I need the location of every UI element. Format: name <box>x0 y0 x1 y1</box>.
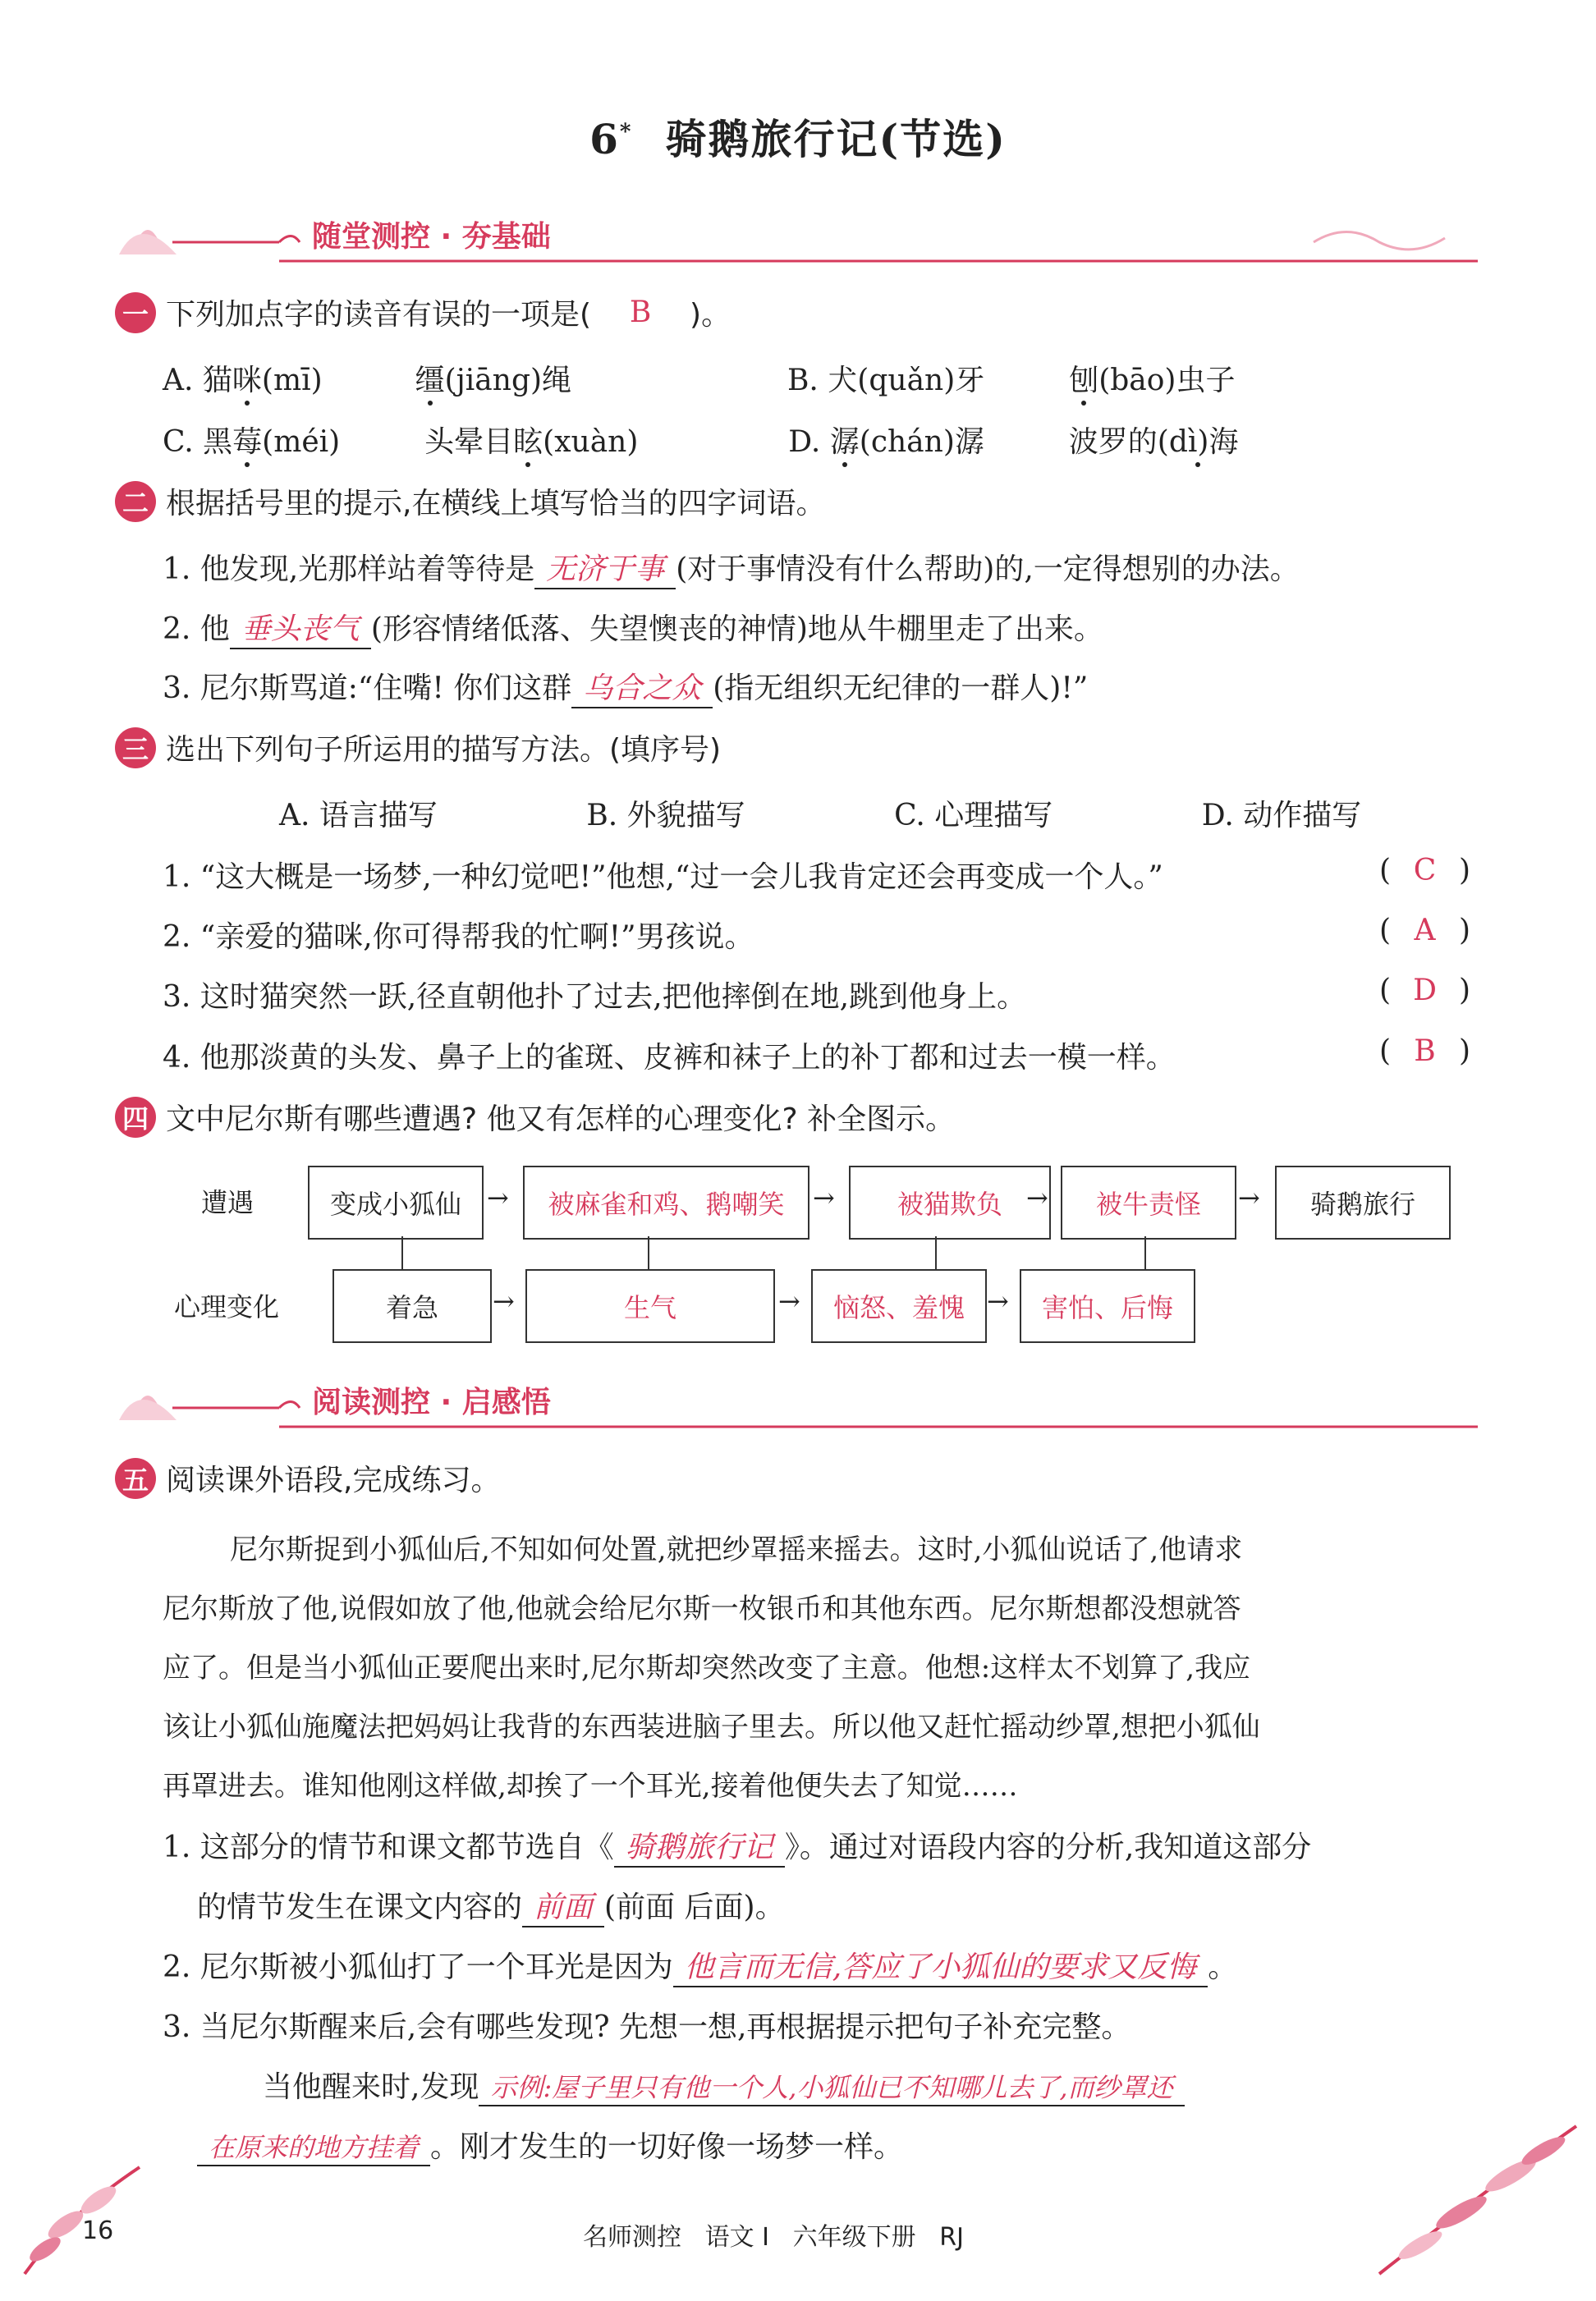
question-2-heading: 二 根据括号里的提示,在横线上填写恰当的四字词语。 <box>115 480 825 522</box>
q5-sub-3a: 当他醒来时,发现 示例:屋子里只有他一个人,小狐仙已不知哪儿去了,而纱罩还 <box>263 2064 1185 2106</box>
q3-answer-2: ( A ) <box>1379 914 1470 947</box>
arrow-icon: → <box>813 1182 835 1213</box>
passage-line-2: 尼尔斯放了他,说假如放了他,他就会给尼尔斯一枚银币和其他东西。尼尔斯想都没想就答 <box>163 1593 1241 1625</box>
q3-item-1: 1. “这大概是一场梦,一种幻觉吧!”他想,“过一会儿我肯定还会再变成一个人。” <box>163 860 1163 894</box>
feeling-box-3: 恼怒、羞愧 <box>811 1269 987 1343</box>
event-box-1: 变成小狐仙 <box>308 1166 484 1240</box>
page-number: 16 <box>82 2216 114 2245</box>
q3-choices: A. 语言描写 B. 外貌描写 C. 心理描写 D. 动作描写 <box>279 799 1362 832</box>
arrow-icon: → <box>1238 1182 1260 1213</box>
section-banner-2: 阅读测控 · 启感悟 <box>115 1371 1478 1428</box>
q5-sub-3: 3. 当尼尔斯醒来后,会有哪些发现? 先想一想,再根据提示把句子补充完整。 <box>163 2010 1131 2044</box>
question-3-heading: 三 选出下列句子所运用的描写方法。(填序号) <box>115 727 721 768</box>
section-banner-1: 随堂测控 · 夯基础 <box>115 205 1478 263</box>
q3-answer-1: ( C ) <box>1379 854 1470 887</box>
q2-item-3: 3. 尼尔斯骂道:“住嘴! 你们这群 乌合之众 (指无组织无纪律的一群人)!” <box>163 665 1088 708</box>
q1-answer: B <box>629 296 652 329</box>
feeling-box-1: 着急 <box>332 1269 492 1343</box>
q3-item-2: 2. “亲爱的猫咪,你可得帮我的忙啊!”男孩说。 <box>163 920 754 954</box>
row1-label: 遭遇 <box>201 1187 255 1218</box>
event-box-2: 被麻雀和鸡、鹅嘲笑 <box>523 1166 809 1240</box>
q3-item-4: 4. 他那淡黄的头发、鼻子上的雀斑、皮裤和袜子上的补丁都和过去一模一样。 <box>163 1041 1176 1075</box>
arrow-icon: → <box>487 1182 509 1213</box>
q5-sub-3b: 在原来的地方挂着 。刚才发生的一切好像一场梦一样。 <box>197 2124 903 2166</box>
event-box-3: 被猫欺负 <box>849 1166 1051 1240</box>
arrow-icon: → <box>987 1286 1009 1317</box>
q1-option-row-2: C. 黑莓(méi) 头晕目眩(xuàn) D. 潺(chán)潺 波罗的(dì)海 <box>163 425 1239 459</box>
q5-sub-1: 1. 这部分的情节和课文都节选自《 骑鹅旅行记 》。通过对语段内容的分析,我知道这部分 <box>163 1824 1311 1868</box>
row2-label: 心理变化 <box>174 1291 280 1322</box>
footer-branch-icon <box>1346 2118 1585 2282</box>
feeling-box-2: 生气 <box>525 1269 775 1343</box>
q2-item-2: 2. 他 垂头丧气 (形容情绪低落、失望懊丧的神情)地从牛棚里走了出来。 <box>163 606 1103 649</box>
q1-option-row-1: A. 猫咪(mī) 缰(jiāng)绳 B. 犬(quǎn)牙 刨(bāo)虫子 <box>163 364 1236 397</box>
passage-line-1: 尼尔斯捉到小狐仙后,不知如何处置,就把纱罩摇来摇去。这时,小狐仙说话了,他请求 <box>230 1533 1243 1566</box>
q3-answer-3: ( D ) <box>1379 974 1470 1007</box>
question-5-heading: 五 阅读课外语段,完成练习。 <box>115 1457 500 1499</box>
event-box-4: 被牛责怪 <box>1061 1166 1236 1240</box>
q3-item-3: 3. 这时猫突然一跃,径直朝他扑了过去,把他摔倒在地,跳到他身上。 <box>163 980 1027 1014</box>
arrow-icon: → <box>778 1286 800 1317</box>
q5-sub-2: 2. 尼尔斯被小狐仙打了一个耳光是因为 他言而无信,答应了小狐仙的要求又反悔 。 <box>163 1944 1237 1987</box>
connector-lines-icon <box>0 1236 1596 1269</box>
question-4-heading: 四 文中尼尔斯有哪些遭遇? 他又有怎样的心理变化? 补全图示。 <box>115 1096 955 1138</box>
arrow-icon: → <box>493 1286 515 1317</box>
feeling-box-4: 害怕、后悔 <box>1020 1269 1195 1343</box>
q5-sub-1b: 的情节发生在课文内容的 前面 (前面 后面)。 <box>197 1884 785 1927</box>
arrow-icon: → <box>1026 1182 1048 1213</box>
question-1-heading: 一 下列加点字的读音有误的一项是( B )。 <box>115 291 731 333</box>
q2-item-1: 1. 他发现,光那样站着等待是 无济于事 (对于事情没有什么帮助)的,一定得想别的办法。 <box>163 546 1300 589</box>
event-box-5: 骑鹅旅行 <box>1275 1166 1451 1240</box>
footer-text: 名师测控 语文 I 六年级下册 RJ <box>583 2223 964 2252</box>
passage-line-3: 应了。但是当小狐仙正要爬出来时,尼尔斯却突然改变了主意。他想:这样太不划算了,我应 <box>163 1652 1251 1684</box>
passage-line-5: 再罩进去。谁知他刚这样做,却挨了一个耳光,接着他便失去了知觉…… <box>163 1770 1018 1803</box>
page-title: 6* 骑鹅旅行记(节选) <box>589 115 1007 163</box>
q3-answer-4: ( B ) <box>1379 1034 1470 1068</box>
passage-line-4: 该让小狐仙施魔法把妈妈让我背的东西装进脑子里去。所以他又赶忙摇动纱罩,想把小狐仙 <box>163 1711 1260 1744</box>
